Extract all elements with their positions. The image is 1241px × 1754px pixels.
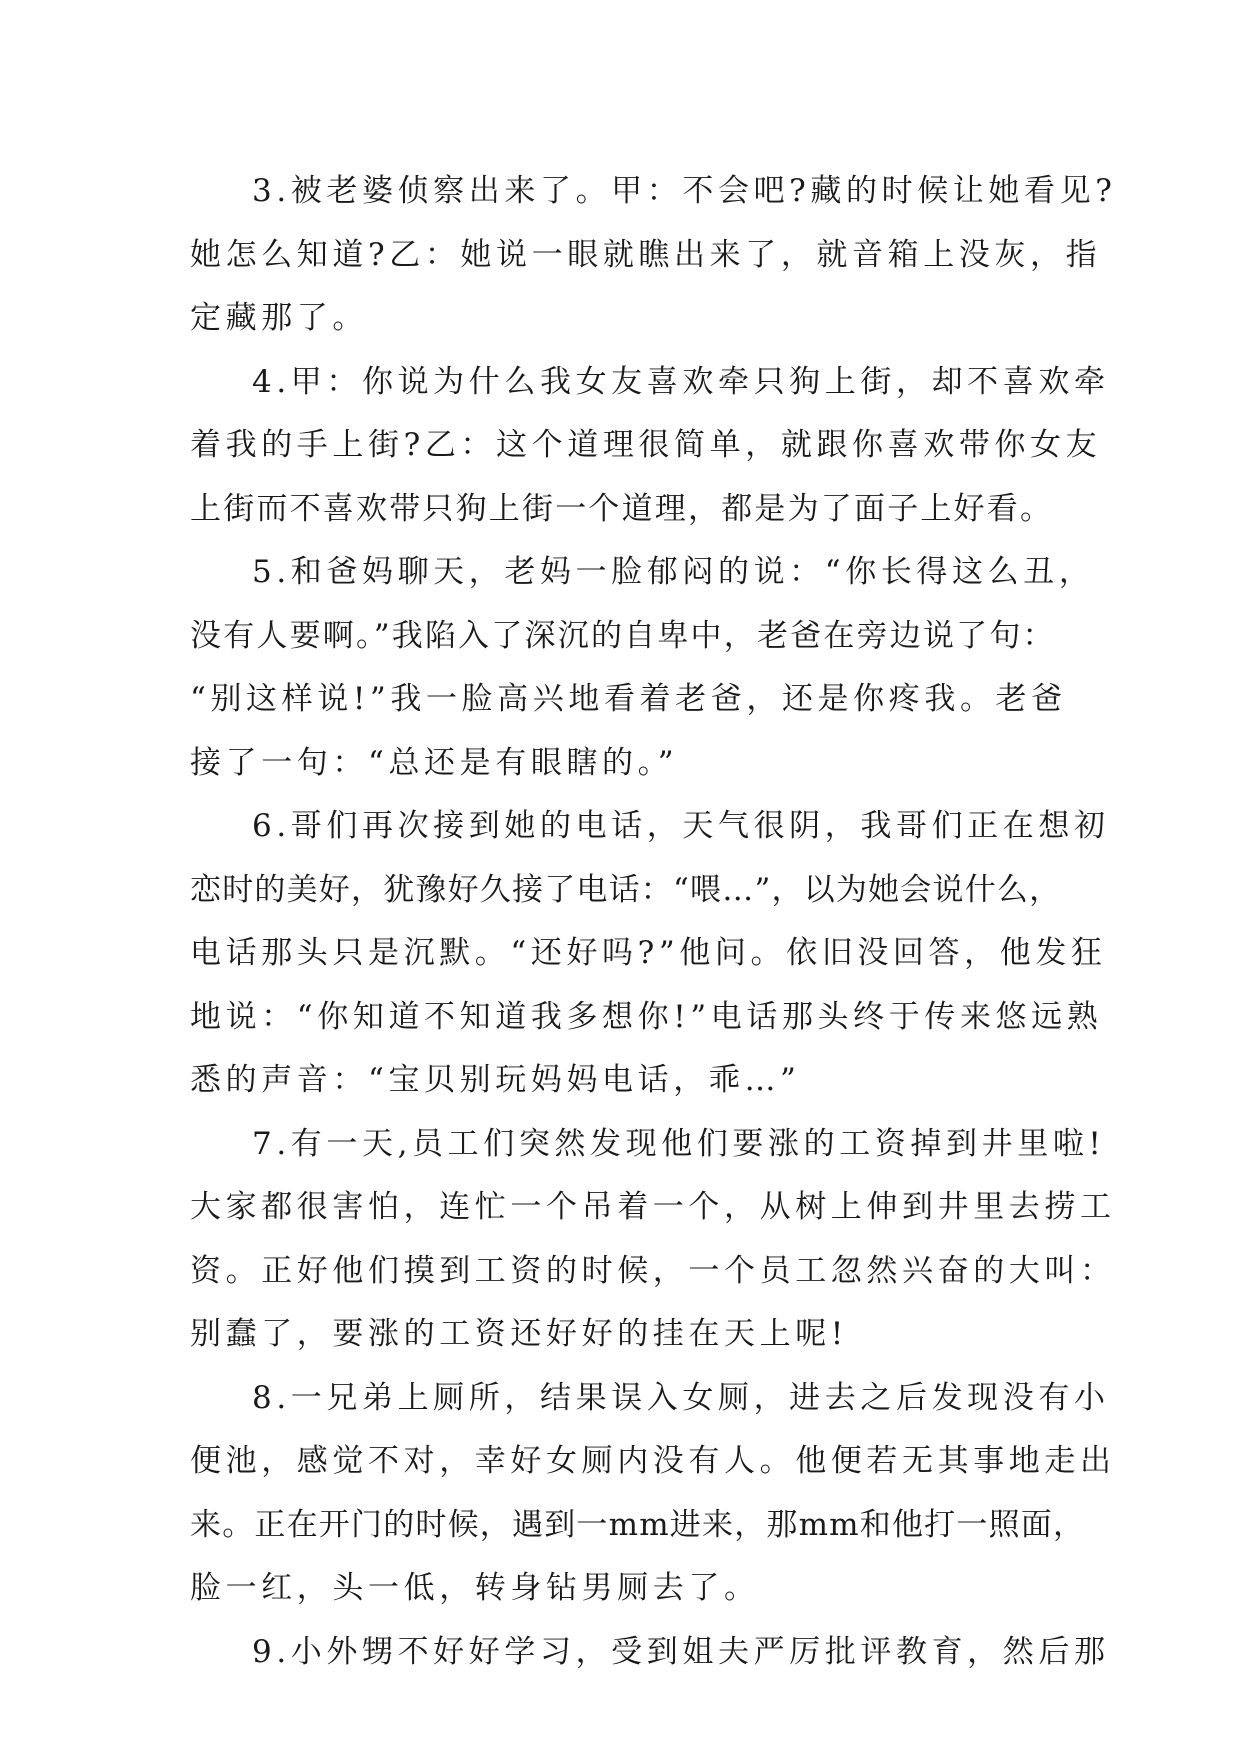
paragraph-line: 地说：“你知道不知道我多想你!”电话那头终于传来悠远熟	[190, 998, 1103, 1035]
paragraph-line: 大家都很害怕，连忙一个吊着一个，从树上伸到井里去捞工	[190, 1189, 1116, 1225]
paragraph-line: 上街而不喜欢带只狗上街一个道理，都是为了面子上好看。	[190, 490, 1054, 527]
paragraph-line: 资。正好他们摸到工资的时候，一个员工忽然兴奋的大叫：	[190, 1252, 1116, 1289]
paragraph-line: 悉的声音：“宝贝别玩妈妈电话，乖…”	[190, 1062, 801, 1098]
paragraph-line: 恋时的美好，犹豫好久接了电话：“喂…”，以为她会说什么，	[190, 871, 1062, 908]
paragraph-line: 电话那头只是沉默。“还好吗?”他问。依旧没回答，他发狂	[190, 935, 1107, 971]
paragraph-line: “别这样说!”我一脸高兴地看着老爸，还是你疼我。老爸	[190, 681, 1067, 717]
paragraph-line: 5.和爸妈聊天，老妈一脸郁闷的说：“你长得这么丑，	[252, 554, 1095, 590]
paragraph-line: 8.一兄弟上厕所，结果误入女厕，进去之后发现没有小	[252, 1379, 1110, 1416]
document-body	[190, 160, 1117, 1684]
paragraph-line: 3.被老婆侦察出来了。甲：不会吧?藏的时候让她看见?	[252, 173, 1117, 209]
paragraph-line: 别蠢了，要涨的工资还好好的挂在天上呢!	[190, 1316, 848, 1352]
paragraph-line: 7.有一天,员工们突然发现他们要涨的工资掉到井里啦!	[252, 1125, 1106, 1162]
paragraph-line: 来。正在开门的时候，遇到一mm进来，那mm和他打一照面，	[190, 1506, 1086, 1543]
paragraph-line: 没有人要啊。”我陷入了深沉的自卑中，老爸在旁边说了句：	[190, 617, 1056, 654]
paragraph-line: 6.哥们再次接到她的电话，天气很阴，我哥们正在想初	[252, 808, 1110, 844]
paragraph-line: 定藏那了。	[190, 300, 368, 336]
paragraph-line: 着我的手上街?乙：这个道理很简单，就跟你喜欢带你女友	[190, 427, 1102, 463]
paragraph-line: 她怎么知道?乙：她说一眼就瞧出来了，就音箱上没灰，指	[190, 236, 1102, 273]
paragraph-line: 9.小外甥不好好学习，受到姐夫严厉批评教育，然后那	[252, 1633, 1110, 1670]
paragraph-line: 接了一句：“总还是有眼瞎的。”	[190, 744, 679, 781]
paragraph-line: 脸一红，头一低，转身钻男厕去了。	[190, 1570, 760, 1606]
paragraph-line: 便池，感觉不对，幸好女厕内没有人。他便若无其事地走出	[190, 1443, 1116, 1479]
paragraph-line: 4.甲：你说为什么我女友喜欢牵只狗上街，却不喜欢牵	[252, 363, 1110, 400]
